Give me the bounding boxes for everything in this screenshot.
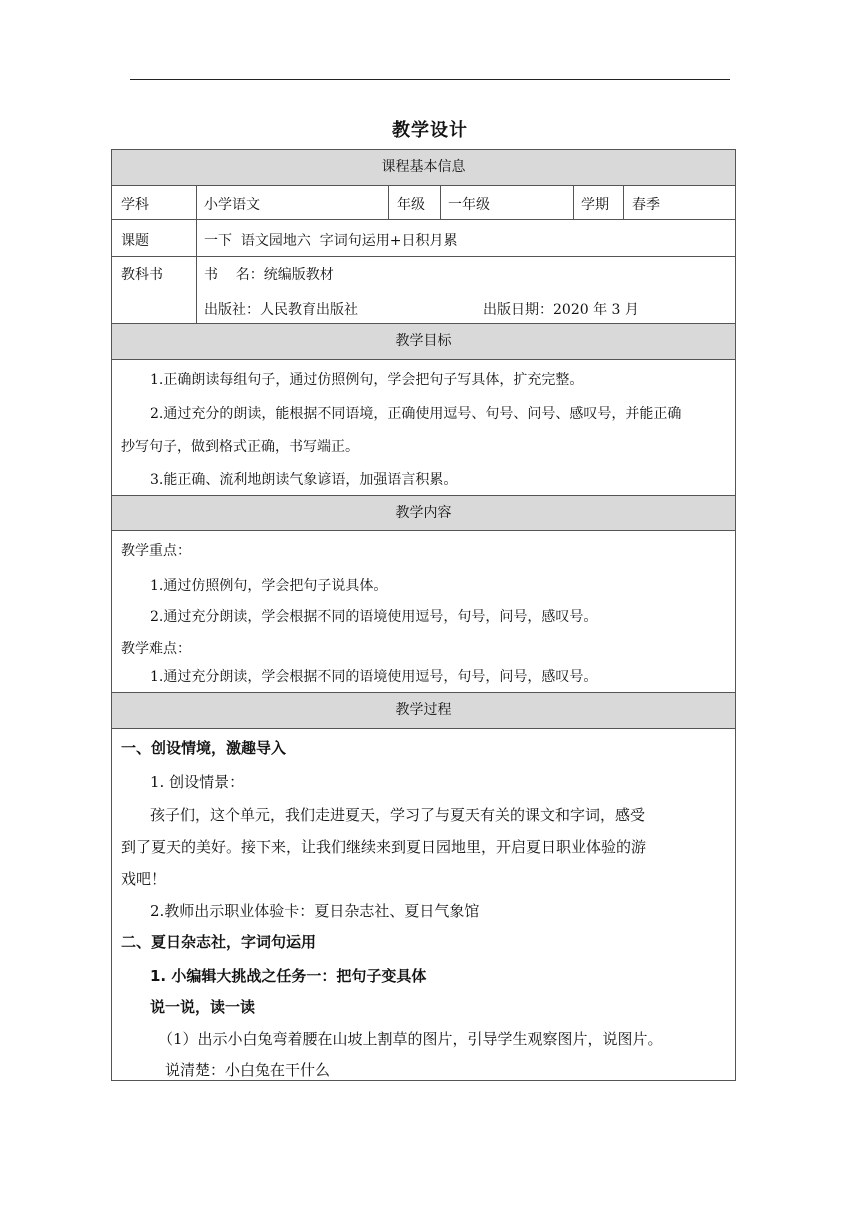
section-1-item-1: 1. 创设情景：: [150, 773, 245, 791]
grade-label: 年级: [397, 197, 425, 213]
section-1-title: 一、创设情境，激趣导入: [121, 739, 287, 757]
content-header: 教学内容: [112, 496, 735, 530]
topic-value: 一下 语文园地六 字词句运用+日积月累: [204, 233, 458, 249]
textbook-label: 教科书: [121, 267, 163, 283]
header-rule: [130, 79, 730, 80]
grade-value: 一年级: [448, 197, 490, 213]
book-name: 书 名：统编版教材: [204, 267, 334, 283]
section-1-para-line-3: 戏吧！: [121, 870, 167, 888]
key-points-label: 教学重点：: [121, 543, 191, 559]
section-2-title: 二、夏日杂志社，字词句运用: [121, 933, 317, 951]
lesson-plan-table: [111, 149, 736, 1081]
section-2-line-2: 说清楚：小白兔在干什么: [165, 1061, 331, 1079]
basic-info-header: 课程基本信息: [112, 150, 735, 185]
key-point-1: 1.通过仿照例句，学会把句子说具体。: [150, 578, 388, 594]
publication-date: 出版日期：2020 年 3 月: [483, 302, 639, 318]
key-point-2: 2.通过充分朗读，学会根据不同的语境使用逗号，句号，问号，感叹号。: [150, 609, 598, 625]
objective-line-3: 抄写句子，做到格式正确，书写端正。: [121, 439, 359, 455]
section-1-para-line-2: 到了夏天的美好。接下来，让我们继续来到夏日园地里，开启夏日职业体验的游: [121, 838, 647, 856]
section-1-item-2: 2.教师出示职业体验卡：夏日杂志社、夏日气象馆: [150, 902, 480, 920]
process-header: 教学过程: [112, 693, 735, 728]
term-label: 学期: [581, 197, 609, 213]
objectives-header: 教学目标: [112, 324, 735, 359]
objective-line-4: 3.能正确、流利地朗读气象谚语，加强语言积累。: [150, 472, 458, 488]
section-1-para-line-1: 孩子们，这个单元，我们走进夏天，学习了与夏天有关的课文和字词，感受: [150, 806, 646, 824]
difficult-points-label: 教学难点：: [121, 641, 191, 657]
subject-value: 小学语文: [204, 197, 260, 213]
section-2-item-1: 1. 小编辑大挑战之任务一：把句子变具体: [150, 967, 427, 985]
term-value: 春季: [632, 197, 660, 213]
subject-label: 学科: [121, 197, 149, 213]
objective-line-2: 2.通过充分的朗读，能根据不同语境，正确使用逗号、句号、问号、感叹号，并能正确: [150, 406, 682, 422]
section-2-subheading: 说一说，读一读: [150, 998, 256, 1016]
document-title: 教学设计: [392, 120, 468, 141]
publisher: 出版社：人民教育出版社: [204, 302, 358, 318]
objective-line-1: 1.正确朗读每组句子，通过仿照例句，学会把句子写具体，扩充完整。: [150, 372, 584, 388]
section-2-line-1: （1）出示小白兔弯着腰在山坡上割草的图片，引导学生观察图片，说图片。: [158, 1030, 663, 1048]
topic-label: 课题: [121, 233, 149, 249]
difficult-point-1: 1.通过充分朗读，学会根据不同的语境使用逗号，句号，问号，感叹号。: [150, 669, 598, 685]
